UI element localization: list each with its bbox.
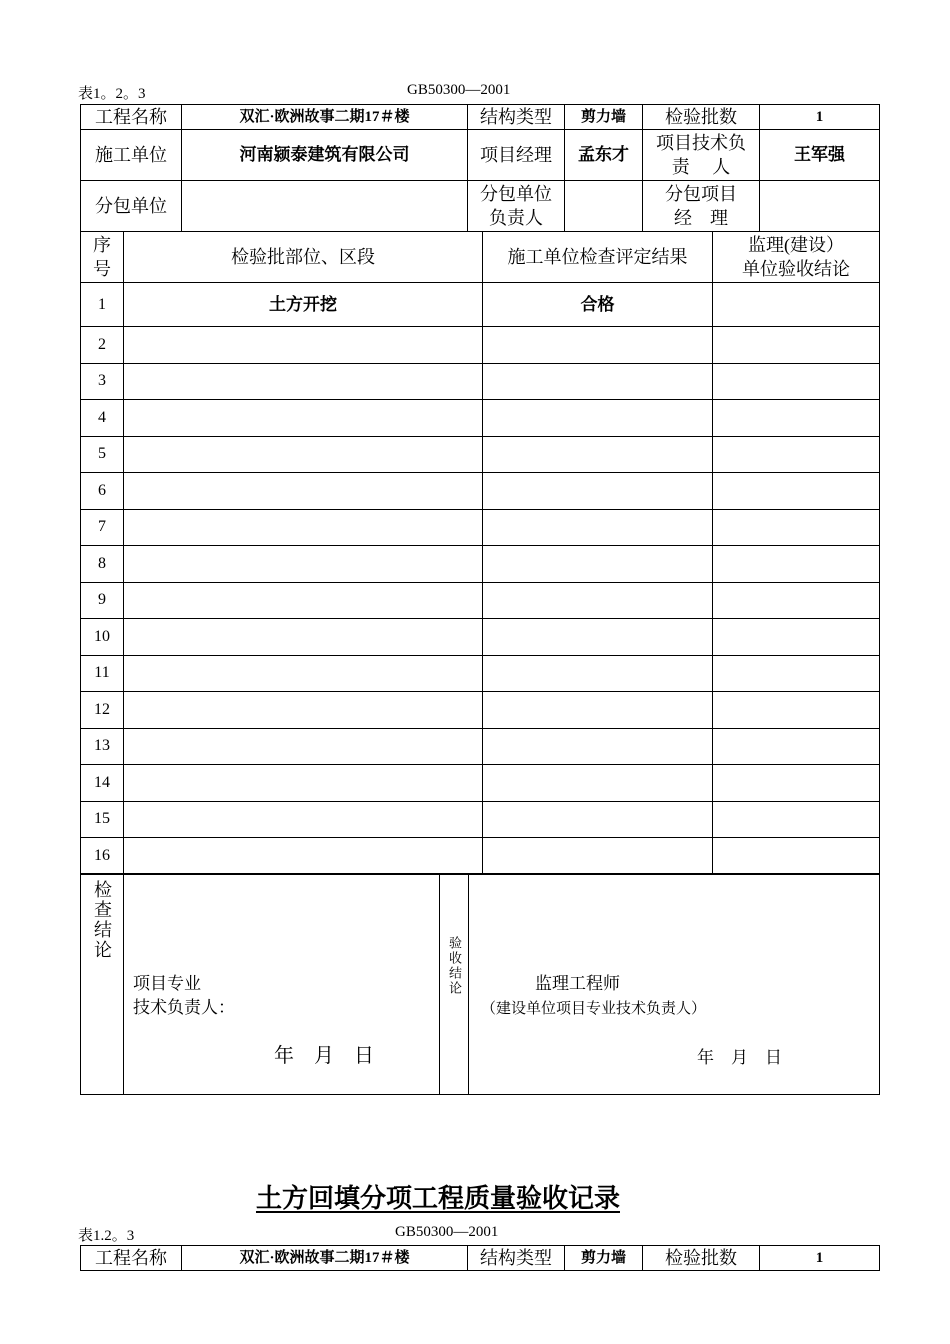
row-part [124, 546, 483, 583]
row-conclusion [713, 619, 880, 656]
row-number: 5 [81, 436, 124, 473]
table-row [81, 473, 880, 510]
second-form-title: 土方回填分项工程质量验收记录 [255, 1184, 620, 1214]
sub-pm-label-line1: 分包项目 [665, 184, 737, 204]
check-label-cell [81, 874, 124, 1095]
seq-header-line2: 号 [93, 259, 111, 279]
row-result [483, 363, 713, 400]
row-part [124, 327, 483, 364]
row-number: 12 [81, 692, 124, 729]
project-name-label: 工程名称 [81, 105, 182, 130]
table-row [81, 546, 880, 583]
row-part: 土方开挖 [124, 283, 483, 327]
row-result [483, 655, 713, 692]
row-conclusion [713, 436, 880, 473]
sub-head-label-line1: 分包单位 [480, 184, 552, 204]
row-part [124, 838, 483, 875]
table-row [81, 327, 880, 364]
row-result [483, 728, 713, 765]
conclusion-table [80, 873, 880, 1095]
row-conclusion [713, 363, 880, 400]
row-part [124, 765, 483, 802]
table-row [81, 363, 880, 400]
table-row [81, 509, 880, 546]
row-number: 13 [81, 728, 124, 765]
table-row [81, 436, 880, 473]
row-part [124, 728, 483, 765]
row-conclusion [713, 283, 880, 327]
row-number: 10 [81, 619, 124, 656]
second-table-number: 表1.2。3 [78, 1228, 135, 1244]
row-part [124, 619, 483, 656]
table-row [81, 801, 880, 838]
table-row [81, 765, 880, 802]
supervisor-header [713, 232, 880, 283]
row-part [124, 436, 483, 473]
engineer-note: （建设单位项目专业技术负责人） [481, 1001, 707, 1017]
subcontractor-value [182, 181, 468, 232]
table-number: 表1。2。3 [78, 86, 146, 102]
row-result [483, 838, 713, 875]
row-part [124, 473, 483, 510]
row-number: 14 [81, 765, 124, 802]
second-standard-code: GB50300—2001 [395, 1224, 499, 1240]
structure-type-label: 结构类型 [468, 105, 565, 130]
project-info-table [80, 104, 880, 232]
table-row [81, 655, 880, 692]
sub-head-label-line2: 负责人 [489, 208, 543, 228]
supervisor-header-line1: 监理(建设） [748, 235, 844, 255]
row-conclusion [713, 765, 880, 802]
tech-lead-label-line1: 项目技术负 [656, 133, 746, 153]
row-result: 合格 [483, 283, 713, 327]
row-result [483, 801, 713, 838]
second-structure-type-label: 结构类型 [468, 1246, 565, 1271]
supervising-engineer: 监理工程师 [535, 974, 620, 993]
table-rows [81, 283, 880, 875]
row-number: 2 [81, 327, 124, 364]
second-info-table [80, 1245, 880, 1271]
table-row [81, 728, 880, 765]
row-conclusion [713, 801, 880, 838]
table-row [81, 838, 880, 875]
row-result [483, 509, 713, 546]
row-number: 15 [81, 801, 124, 838]
seq-header [81, 232, 124, 283]
row-result [483, 436, 713, 473]
row-part [124, 692, 483, 729]
sub-pm-label [643, 181, 760, 232]
inspection-table [80, 231, 880, 875]
row-conclusion [713, 400, 880, 437]
result-header: 施工单位检查评定结果 [483, 232, 713, 283]
row-part [124, 509, 483, 546]
structure-type-value: 剪力墙 [565, 105, 643, 130]
accept-label-cell [440, 874, 469, 1095]
row-conclusion [713, 509, 880, 546]
row-number: 9 [81, 582, 124, 619]
date-right: 年 月 日 [697, 1048, 782, 1067]
seq-header-line1: 序 [93, 235, 111, 255]
table-row [81, 283, 880, 327]
row-result [483, 619, 713, 656]
row-number: 16 [81, 838, 124, 875]
row-number: 4 [81, 400, 124, 437]
table-row [81, 619, 880, 656]
project-name-value: 双汇·欧洲故事二期17＃楼 [182, 105, 468, 130]
row-conclusion [713, 692, 880, 729]
row-result [483, 400, 713, 437]
row-result [483, 327, 713, 364]
subcontractor-label: 分包单位 [81, 181, 182, 232]
project-manager-value: 孟东才 [565, 130, 643, 181]
row-part [124, 801, 483, 838]
row-result [483, 473, 713, 510]
row-number: 3 [81, 363, 124, 400]
tech-lead-label-line2: 责 人 [671, 157, 731, 177]
second-project-name-value: 双汇·欧洲故事二期17＃楼 [182, 1246, 468, 1271]
row-conclusion [713, 546, 880, 583]
part-header: 检验批部位、区段 [124, 232, 483, 283]
row-result [483, 765, 713, 802]
row-number: 11 [81, 655, 124, 692]
sub-pm-value [760, 181, 880, 232]
row-number: 1 [81, 283, 124, 327]
tech-person-line1: 项目专业 [133, 974, 201, 993]
row-number: 7 [81, 509, 124, 546]
sub-head-value [565, 181, 643, 232]
sub-head-label [468, 181, 565, 232]
row-conclusion [713, 582, 880, 619]
row-number: 8 [81, 546, 124, 583]
row-part [124, 655, 483, 692]
row-part [124, 400, 483, 437]
table-row [81, 692, 880, 729]
tech-person-line2: 技术负责人： [133, 998, 235, 1017]
tech-lead-value: 王军强 [760, 130, 880, 181]
row-conclusion [713, 728, 880, 765]
project-manager-label: 项目经理 [468, 130, 565, 181]
row-number: 6 [81, 473, 124, 510]
batch-count-value: 1 [760, 105, 880, 130]
row-result [483, 692, 713, 729]
accept-label: 验收结论 [447, 936, 462, 996]
second-batch-count-label: 检验批数 [643, 1246, 760, 1271]
sub-pm-label-line2: 经 理 [674, 208, 728, 228]
date-left: 年 月 日 [274, 1045, 374, 1067]
engineer-signature-cell [469, 874, 880, 1095]
table-row [81, 400, 880, 437]
check-label: 检查结论 [92, 880, 112, 960]
tech-signature-cell [124, 874, 440, 1095]
row-result [483, 582, 713, 619]
row-result [483, 546, 713, 583]
row-conclusion [713, 473, 880, 510]
contractor-value: 河南颍泰建筑有限公司 [182, 130, 468, 181]
standard-code: GB50300—2001 [407, 82, 511, 98]
batch-count-label: 检验批数 [643, 105, 760, 130]
contractor-label: 施工单位 [81, 130, 182, 181]
row-conclusion [713, 327, 880, 364]
table-row [81, 582, 880, 619]
second-structure-type-value: 剪力墙 [565, 1246, 643, 1271]
row-part [124, 363, 483, 400]
row-part [124, 582, 483, 619]
second-batch-count-value: 1 [760, 1246, 880, 1271]
second-project-name-label: 工程名称 [81, 1246, 182, 1271]
supervisor-header-line2: 单位验收结论 [742, 259, 850, 279]
row-conclusion [713, 655, 880, 692]
tech-lead-label [643, 130, 760, 181]
row-conclusion [713, 838, 880, 875]
